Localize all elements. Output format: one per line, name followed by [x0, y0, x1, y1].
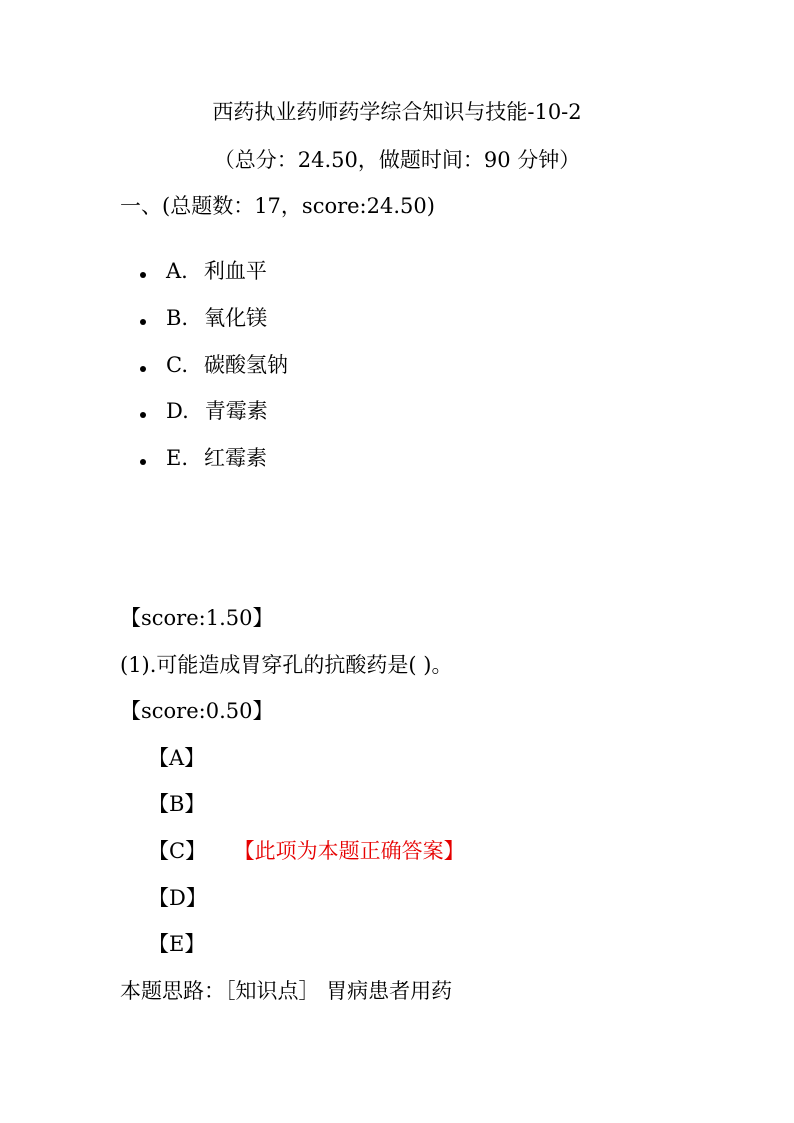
option-text: 氧化镁: [204, 306, 268, 330]
answer-item-e: [148, 929, 205, 959]
option-item-e: [140, 443, 267, 473]
answer-label: 【D】: [148, 886, 207, 910]
option-text: 利血平: [203, 259, 267, 283]
question-text: (1).可能造成胃穿孔的抗酸药是( )。: [120, 653, 453, 677]
analysis-text: 本题思路：［知识点］ 胃病患者用药: [120, 979, 453, 1003]
option-letter: E.: [166, 446, 189, 470]
option-item-a: [140, 256, 267, 286]
bullet-icon: [140, 319, 146, 325]
option-item-b: [140, 303, 267, 333]
document-title: 西药执业药师药学综合知识与技能-10-2: [212, 100, 582, 124]
answer-item-c: [148, 836, 465, 866]
option-letter: B.: [166, 306, 189, 330]
answer-item-b: [148, 789, 205, 819]
bullet-icon: [140, 366, 146, 372]
answer-label: 【A】: [148, 746, 206, 770]
group-score: 【score:1.50】: [120, 606, 274, 630]
bullet-icon: [140, 459, 146, 465]
option-item-c: [140, 350, 288, 380]
option-letter: D.: [166, 399, 189, 423]
answer-label: 【E】: [148, 932, 206, 956]
bullet-icon: [140, 272, 146, 278]
section-heading: 一、(总题数：17，score:24.50): [120, 194, 435, 218]
document-subtitle: （总分：24.50，做题时间：90 分钟）: [213, 148, 581, 172]
answer-item-a: [148, 743, 205, 773]
correct-answer-marker: 【此项为本题正确答案】: [244, 839, 465, 863]
answer-item-d: [148, 883, 207, 913]
option-letter: A.: [166, 259, 188, 283]
bullet-icon: [140, 412, 146, 418]
option-text: 碳酸氢钠: [204, 353, 288, 377]
option-item-d: [140, 396, 268, 426]
option-text: 青霉素: [204, 399, 268, 423]
option-letter: C.: [166, 353, 188, 377]
option-text: 红霉素: [204, 446, 268, 470]
answer-label: 【C】: [148, 839, 207, 863]
answer-label: 【B】: [148, 792, 206, 816]
question-score: 【score:0.50】: [120, 699, 274, 723]
